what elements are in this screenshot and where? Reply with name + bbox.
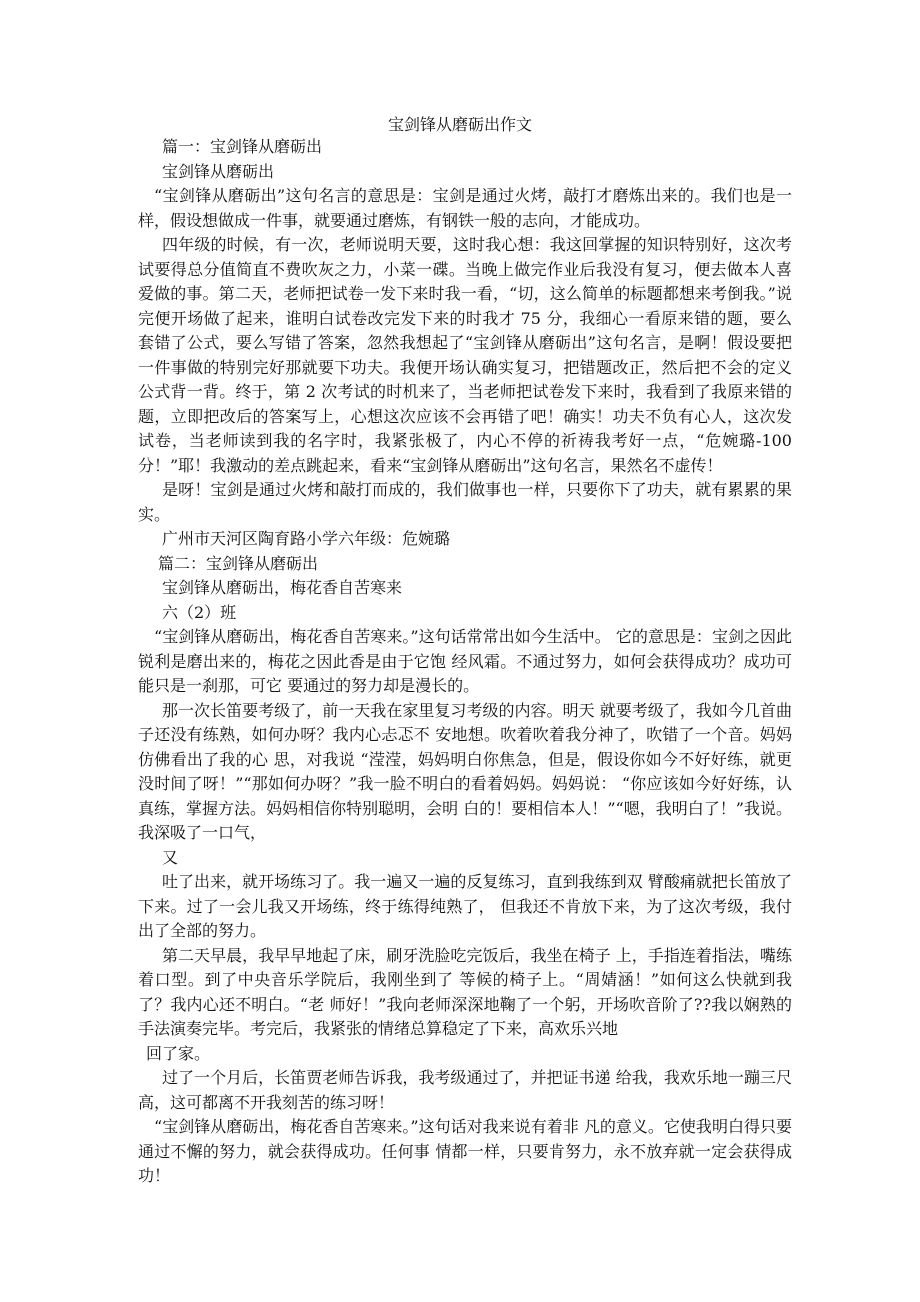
class-line: 六（2）班 xyxy=(162,602,237,622)
essay-title-1: 宝剑锋从磨砺出 xyxy=(162,161,275,181)
body-paragraph: 四年级的时候，有一次，老师说明天要，这时我心想：我这回掌握的知识特别好，这次考试要得总分值简直不费吹灰之力，小菜一碟。当晚上做完作业后我没有复习，便去做本人喜爱做的事。第二天，老师把试卷一发下来时我一看，“切，这么简单的标题都想来考倒我。”说完便开场做了起来，谁明白试卷改完发下来的时我才 75 分，我细心一看原来错的题，要么套错了公式，要么写错了答案，忽然我想起了“宝剑锋从磨砺出”这句名言，是啊！假设要把一件事做的特别完好那就要下功夫。我便开场认确实复习，把错题改正，然后把不会的定义公式背一背。终于，第 2 次考试的时机来了，当老师把试卷发下来时，我看到了我原来错的题，立即把改后的答案写上，心想这次应该不会再错了吧！确实！功夫不负有心人，这次发试卷，当老师读到我的名字时，我紧张极了，内心不停的祈祷我考好一点，“危婉璐-100 分！”耶！我激动的差点跳起来，看来“宝剑锋从磨砺出”这句名言，果然名不虚传！ xyxy=(138,235,792,475)
essay-title-2: 宝剑锋从磨砺出，梅花香自苦寒来 xyxy=(162,578,403,597)
author-line: 广州市天河区陶育路小学六年级：危婉璐 xyxy=(162,529,451,548)
body-paragraph-fragment: 回了家。 xyxy=(146,1043,211,1063)
body-paragraph: 第二天早晨，我早早地起了床，刷牙洗脸吃完饭后，我坐在椅子 上，手指连着指法，嘴练着口型。到了中央音乐学院后，我刚坐到了 等候的椅子上。“周婧涵！”如何这么快就到我了？我内心还不明白。“老 师好！”我向老师深深地鞠了一个躬，开场吹音阶了??我以娴熟的 手法演奏完毕。考完后，我紧张的情绪总算稳定了下来，高欢乐兴地 xyxy=(138,945,792,1038)
body-paragraph: 过了一个月后，长笛贾老师告诉我，我考级通过了，并把证书递 给我，我欢乐地一蹦三尺高，这可都离不开我刻苦的练习呀！ xyxy=(138,1068,792,1112)
section-heading-1: 篇一：宝剑锋从磨砺出 xyxy=(162,137,323,156)
document-title: 宝剑锋从磨砺出作文 xyxy=(387,115,532,134)
body-paragraph-fragment: 又 xyxy=(162,847,179,867)
body-paragraph: “宝剑锋从磨砺出，梅花香自苦寒来。”这句话对我来说有着非 凡的意义。它使我明白得只要通过不懈的努力，就会获得成功。任何事 情都一样，只要肯努力，永不放弃就一定会获得成功！ xyxy=(138,1117,792,1185)
document-body xyxy=(138,135,792,1189)
body-paragraph: 是呀！宝剑是通过火烤和敲打而成的，我们做事也一样，只要你下了功夫，就有累累的果实。 xyxy=(138,480,792,524)
body-paragraph: 那一次长笛要考级了，前一天我在家里复习考级的内容。明天 就要考级了，我如今几首曲子还没有练熟，如何办呀？我内心忐忑不 安地想。吹着吹着我分神了，吹错了一个音。妈妈仿佛看出了我的心 思，对我说 “滢滢，妈妈明白你焦急，但是，假设你如今不好好练，就更没时间了呀！”“那如何办呀？”我一脸不明白的看着妈妈。妈妈说： “你应该如今好好练，认真练，掌握方法。妈妈相信你特别聪明，会明 白的！要相信本人！”“嗯，我明白了！”我说。我深吸了一口气， xyxy=(138,700,792,842)
body-paragraph: 吐了出来，就开场练习了。我一遍又一遍的反复练习，直到我练到双 臂酸痛就把长笛放了下来。过了一会儿我又开场练，终于练得纯熟了， 但我还不肯放下来，为了这次考级，我付出了全部的努力。 xyxy=(138,872,792,940)
body-paragraph: “宝剑锋从磨砺出，梅花香自苦寒来。”这句话常常出如今生活中。 它的意思是：宝剑之因此锐利是磨出来的，梅花之因此香是由于它饱 经风霜。不通过努力，如何会获得成功？成功可能只是一刹那，可它 要通过的努力却是漫长的。 xyxy=(138,627,792,695)
section-heading-2: 篇二：宝剑锋从磨砺出 xyxy=(158,553,319,573)
body-paragraph: “宝剑锋从磨砺出”这句名言的意思是：宝剑是通过火烤，敲打才磨炼出来的。我们也是一样，假设想做成一件事，就要通过磨炼，有钢铁一般的志向，才能成功。 xyxy=(138,186,792,230)
